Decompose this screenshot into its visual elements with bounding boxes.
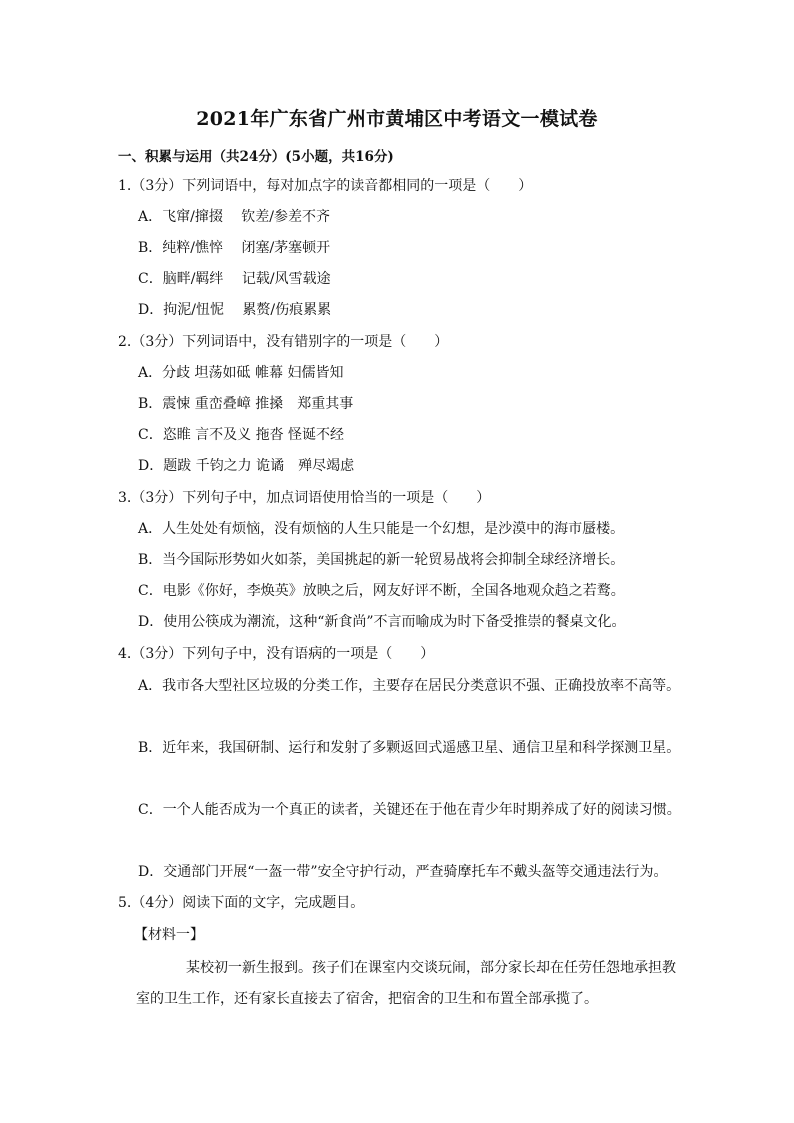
question-1-option-a: A．飞窜/撺掇 钦差/参差不齐 xyxy=(138,209,330,225)
question-2-option-c: C．恣睢 言不及义 拖沓 怪诞不经 xyxy=(138,427,345,443)
section-heading: 一、积累与运用（共24分）(5小题，共16分) xyxy=(118,149,394,165)
question-4-option-d: D．交通部门开展“一盔一带”安全守护行动，严查骑摩托车不戴头盔等交通违法行为。 xyxy=(138,864,668,880)
question-4-option-a: A．我市各大型社区垃圾的分类工作，主要存在居民分类意识不强、正确投放率不高等。 xyxy=(138,678,681,694)
question-2-option-b: B．震悚 重峦叠嶂 推搡 郑重其事 xyxy=(138,396,354,412)
material-paragraph-line-1: 某校初一新生报到。孩子们在课室内交谈玩闹，部分家长却在任劳任怨地承担教 xyxy=(186,960,676,976)
page-title: 2021年广东省广州市黄埔区中考语文一模试卷 xyxy=(196,108,598,130)
question-1-option-b: B．纯粹/憔悴 闭塞/茅塞顿开 xyxy=(138,240,331,256)
question-2-option-a: A．分歧 坦荡如砥 帷幕 妇儒皆知 xyxy=(138,365,344,381)
question-4-option-b: B．近年来，我国研制、运行和发射了多颗返回式遥感卫星、通信卫星和科学探测卫星。 xyxy=(138,740,681,756)
question-3-option-d: D．使用公筷成为潮流，这种“新食尚”不言而喻成为时下备受推崇的餐桌文化。 xyxy=(138,614,626,630)
question-5-stem: 5.（4分）阅读下面的文字，完成题目。 xyxy=(118,895,365,911)
question-2-stem: 2.（3分）下列词语中，没有错别字的一项是（ ） xyxy=(118,334,449,350)
question-3-option-c: C．电影《你好，李焕英》放映之后，网友好评不断，全国各地观众趋之若鹜。 xyxy=(138,583,625,599)
material-heading: 【材料一】 xyxy=(134,927,204,943)
question-3-option-a: A．人生处处有烦恼，没有烦恼的人生只能是一个幻想，是沙漠中的海市蜃楼。 xyxy=(138,521,625,537)
material-paragraph-line-2: 室的卫生工作，还有家长直接去了宿舍，把宿舍的卫生和布置全部承揽了。 xyxy=(136,991,598,1007)
question-2-option-d: D．题跋 千钧之力 诡谲 殚尽竭虑 xyxy=(138,458,355,474)
question-3-option-b: B．当今国际形势如火如荼，美国挑起的新一轮贸易战将会抑制全球经济增长。 xyxy=(138,552,625,568)
question-4-stem: 4.（3分）下列句子中，没有语病的一项是（ ） xyxy=(118,646,435,662)
question-1-option-d: D．拘泥/忸怩 累赘/伤痕累累 xyxy=(138,302,332,318)
question-4-option-c: C．一个人能否成为一个真正的读者，关键还在于他在青少年时期养成了好的阅读习惯。 xyxy=(138,802,681,818)
question-1-option-c: C．脑畔/羁绊 记载/风雪载途 xyxy=(138,271,331,287)
question-1-stem: 1.（3分）下列词语中，每对加点字的读音都相同的一项是（ ） xyxy=(118,178,533,194)
question-3-stem: 3.（3分）下列句子中，加点词语使用恰当的一项是（ ） xyxy=(118,490,491,506)
